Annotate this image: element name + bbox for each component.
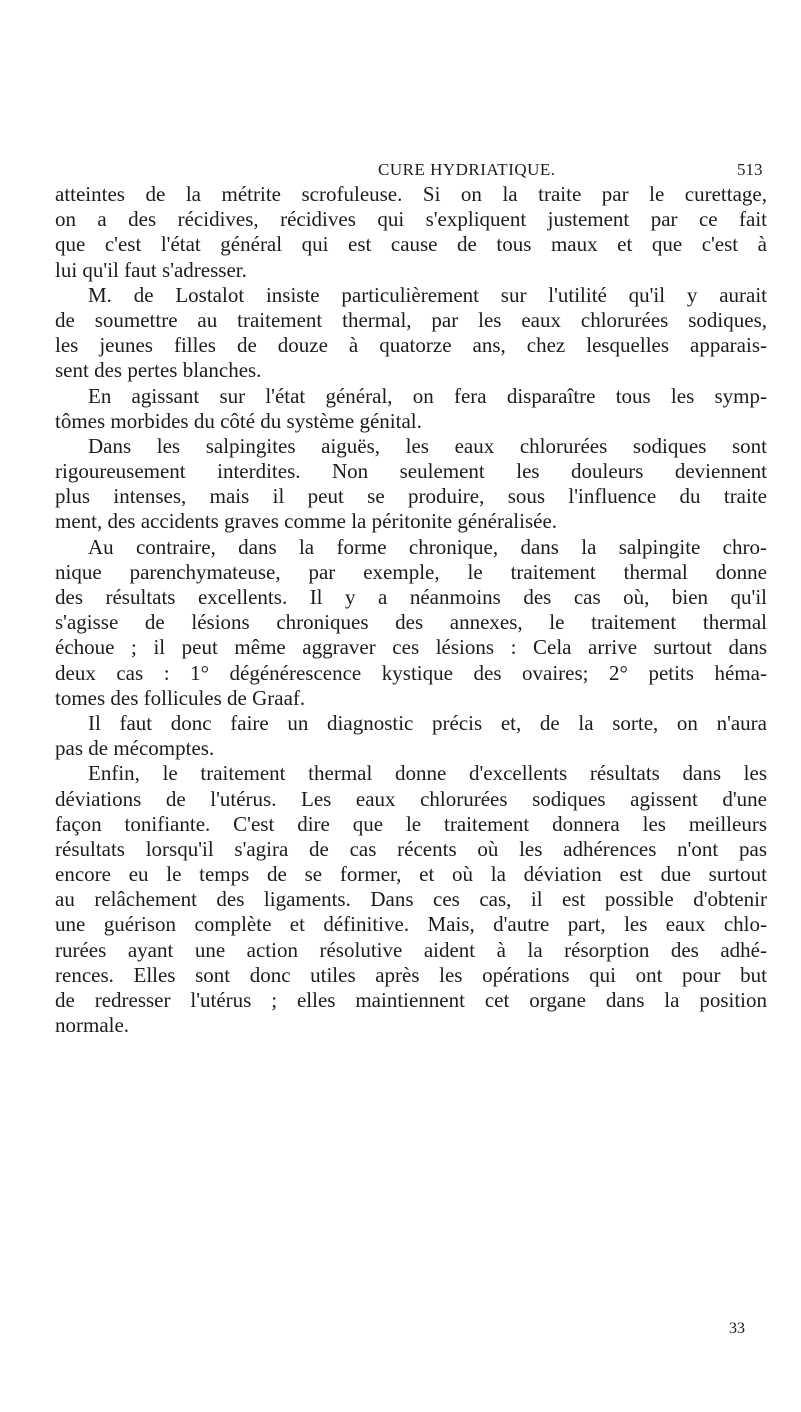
text-line: rigoureusement interdites. Non seulement les douleurs deviennent	[55, 459, 767, 484]
text-line: on a des récidives, récidives qui s'expliquent justement par ce fait	[55, 207, 767, 232]
text-line: Dans les salpingites aiguës, les eaux chlorurées sodiques sont	[88, 433, 767, 458]
text-line: plus intenses, mais il peut se produire, sous l'influence du traite	[55, 484, 767, 509]
text-line: des résultats excellents. Il y a néanmoins des cas où, bien qu'il	[55, 585, 767, 609]
text-line: deux cas : 1° dégénérescence kystique des ovaires; 2° petits héma-	[55, 660, 767, 685]
text-line: déviations de l'utérus. Les eaux chlorurées sodiques agissent d'une	[55, 786, 767, 811]
text-line: ment, des accidents graves comme la péritonite généralisée.	[55, 509, 558, 534]
text-line: encore eu le temps de se former, et où la déviation est due surtout	[55, 862, 767, 887]
text-line: Il faut donc faire un diagnostic précis et, de la sorte, on n'aura	[88, 710, 767, 735]
page-number: 513	[737, 160, 763, 179]
text-line: sent des pertes blanches.	[55, 358, 262, 383]
text-line: au relâchement des ligaments. Dans ces cas, il est possible d'obtenir	[55, 887, 767, 912]
text-line: normale.	[55, 1013, 130, 1038]
text-line: Enfin, le traitement thermal donne d'excellents résultats dans les	[88, 761, 767, 786]
text-line: M. de Lostalot insiste particulièrement sur l'utilité qu'il y aurait	[88, 282, 767, 307]
text-line: que c'est l'état général qui est cause de tous maux et que c'est à	[55, 232, 767, 257]
running-head	[0, 160, 801, 184]
text-line: une guérison complète et définitive. Mais, d'autre part, les eaux chlo-	[55, 912, 767, 937]
text-line: lui qu'il faut s'adresser.	[55, 257, 247, 282]
text-line: résultats lorsqu'il s'agira de cas récents où les adhérences n'ont pas	[55, 836, 767, 861]
signature-mark: 33	[729, 1320, 745, 1337]
body-text	[55, 182, 767, 1038]
text-line: échoue ; il peut même aggraver ces lésions : Cela arrive surtout dans	[55, 635, 767, 660]
text-line: les jeunes filles de douze à quatorze ans, chez lesquelles apparais-	[55, 333, 767, 358]
text-line: rurées ayant une action résolutive aident à la résorption des adhé-	[55, 937, 767, 962]
text-line: de redresser l'utérus ; elles maintiennent cet organe dans la position	[55, 988, 767, 1012]
text-line: tomes des follicules de Graaf.	[55, 685, 306, 710]
text-line: pas de mécomptes.	[55, 736, 215, 761]
text-line: de soumettre au traitement thermal, par les eaux chlorurées sodiques,	[55, 307, 767, 332]
running-title: CURE HYDRIATIQUE.	[378, 160, 556, 179]
text-line: Au contraire, dans la forme chronique, dans la salpingite chro-	[88, 534, 767, 559]
text-line: nique parenchymateuse, par exemple, le traitement thermal donne	[55, 559, 767, 584]
text-line: tômes morbides du côté du système génital.	[55, 408, 422, 433]
text-line: atteintes de la métrite scrofuleuse. Si on la traite par le curettage,	[55, 182, 767, 206]
text-line: s'agisse de lésions chroniques des annexes, le traitement thermal	[55, 610, 767, 635]
text-line: En agissant sur l'état général, on fera disparaître tous les symp-	[88, 383, 767, 408]
text-line: façon tonifiante. C'est dire que le traitement donnera les meilleurs	[55, 811, 767, 836]
text-line: rences. Elles sont donc utiles après les opérations qui ont pour but	[55, 962, 767, 987]
